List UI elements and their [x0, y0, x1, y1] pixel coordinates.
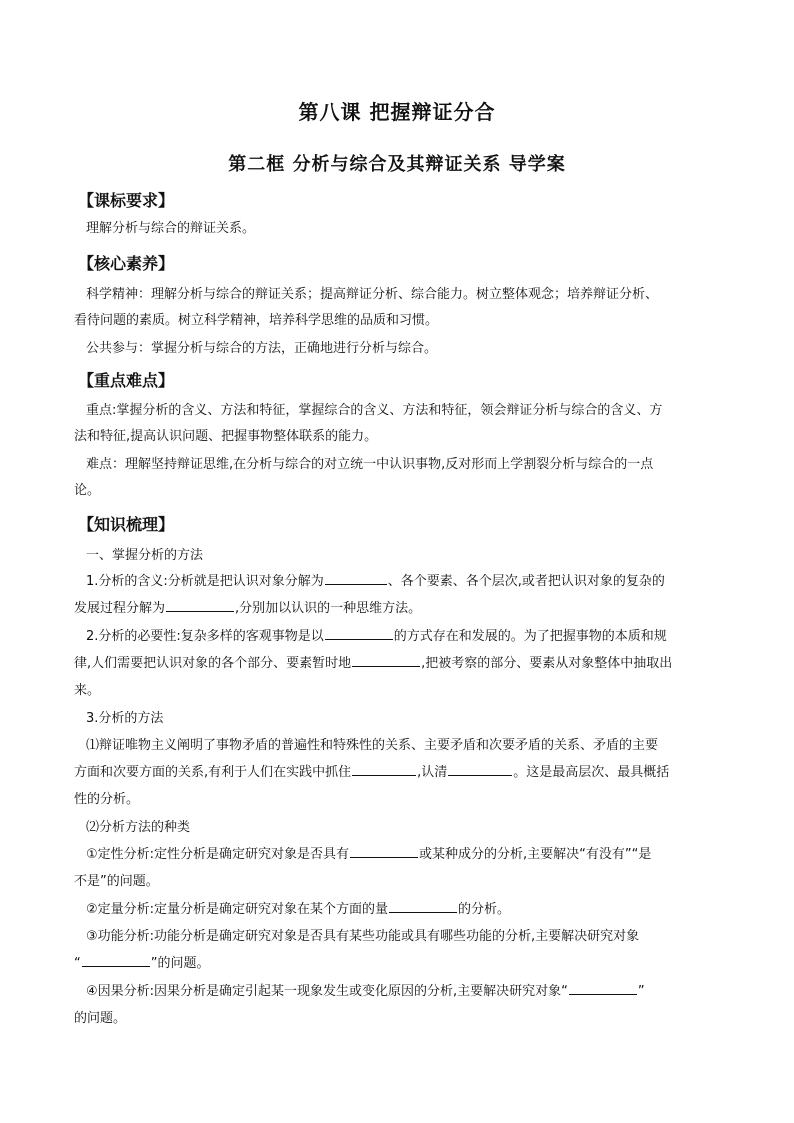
- heading-kebiao: 【课标要求】: [78, 191, 175, 210]
- fill-blank[interactable]: [448, 761, 512, 776]
- zhishi-section-1: 一、掌握分析的方法: [86, 548, 204, 563]
- heading-zhishi: 【知识梳理】: [78, 515, 175, 534]
- zhishi-line-13: 不是”的问题。: [74, 874, 159, 889]
- fill-blank[interactable]: [350, 843, 418, 858]
- heading-zhongdian: 【重点难点】: [78, 371, 175, 390]
- zhishi-line-7: 3.分析的方法: [86, 711, 164, 726]
- fill-blank[interactable]: [325, 570, 387, 585]
- zhongdian-line-1: 重点:掌握分析的含义、方法和特征，掌握综合的含义、方法和特征，领会辩证分析与综合的含义、方: [86, 403, 663, 418]
- zhishi-line-12: ①定性分析:定性分析是确定研究对象是否具有 或某种成分的分析,主要解决“有没有”“是: [86, 842, 726, 868]
- zhishi-line-2: 1.分析的含义:分析就是把认识对象分解为 、各个要素、各个层次,或者把认识对象的复杂的: [86, 569, 726, 595]
- zhishi-line-5: 律,人们需要把认识对象的各个部分、要素暂时地 ,把被考察的部分、要素从对象整体中抽取出: [74, 651, 714, 677]
- suyang-line-3: 公共参与：掌握分析与综合的方法，正确地进行分析与综合。: [86, 341, 438, 356]
- fill-blank[interactable]: [569, 980, 637, 995]
- fill-blank[interactable]: [166, 597, 234, 612]
- zhishi-line-18: 的问题。: [74, 1011, 127, 1026]
- zhishi-line-6: 来。: [74, 683, 101, 698]
- lesson-title: 第八课 把握辩证分合: [298, 100, 496, 124]
- fill-blank[interactable]: [82, 952, 150, 967]
- fill-blank[interactable]: [352, 652, 420, 667]
- fill-blank[interactable]: [325, 625, 393, 640]
- nandian-line-2: 论。: [74, 483, 101, 498]
- zhishi-line-8: ⑴辩证唯物主义阐明了事物矛盾的普遍性和特殊性的关系、主要矛盾和次要矛盾的关系、矛盾的主要: [86, 738, 659, 753]
- lesson-subtitle: 第二框 分析与综合及其辩证关系 导学案: [228, 154, 566, 175]
- zhishi-line-15: ③功能分析:功能分析是确定研究对象是否具有某些功能或具有哪些功能的分析,主要解决研究对象: [86, 929, 640, 944]
- nandian-line-1: 难点：理解坚持辩证思维,在分析与综合的对立统一中认识事物,反对形而上学割裂分析与综合的一点: [86, 457, 654, 472]
- zhishi-line-14: ②定量分析:定量分析是确定研究对象在某个方面的量 的分析。: [86, 897, 726, 923]
- zhishi-line-10: 性的分析。: [74, 792, 140, 807]
- fill-blank[interactable]: [352, 761, 416, 776]
- heading-suyang: 【核心素养】: [78, 254, 175, 273]
- kebiao-text: 理解分析与综合的辩证关系。: [86, 221, 256, 236]
- fill-blank[interactable]: [389, 898, 457, 913]
- suyang-line-2: 看待问题的素质。树立科学精神，培养科学思维的品质和习惯。: [74, 313, 439, 328]
- zhishi-line-17: ④因果分析:因果分析是确定引起某一现象发生或变化原因的分析,主要解决研究对象“ ”: [86, 979, 726, 1005]
- zhishi-line-11: ⑵分析方法的种类: [86, 820, 191, 835]
- zhishi-line-4: 2.分析的必要性:复杂多样的客观事物是以 的方式存在和发展的。为了把握事物的本质和规: [86, 624, 726, 650]
- zhishi-line-16: “ ”的问题。: [74, 951, 714, 977]
- zhishi-line-9: 方面和次要方面的关系,有利于人们在实践中抓住 ,认清 。这是最高层次、最具概括: [74, 760, 714, 786]
- zhongdian-line-2: 法和特征,提高认识问题、把握事物整体联系的能力。: [74, 429, 378, 444]
- suyang-line-1: 科学精神：理解分析与综合的辩证关系；提高辩证分析、综合能力。树立整体观念；培养辩证分析、: [86, 287, 659, 302]
- zhishi-line-3: 发展过程分解为 ,分别加以认识的一种思维方法。: [74, 596, 714, 622]
